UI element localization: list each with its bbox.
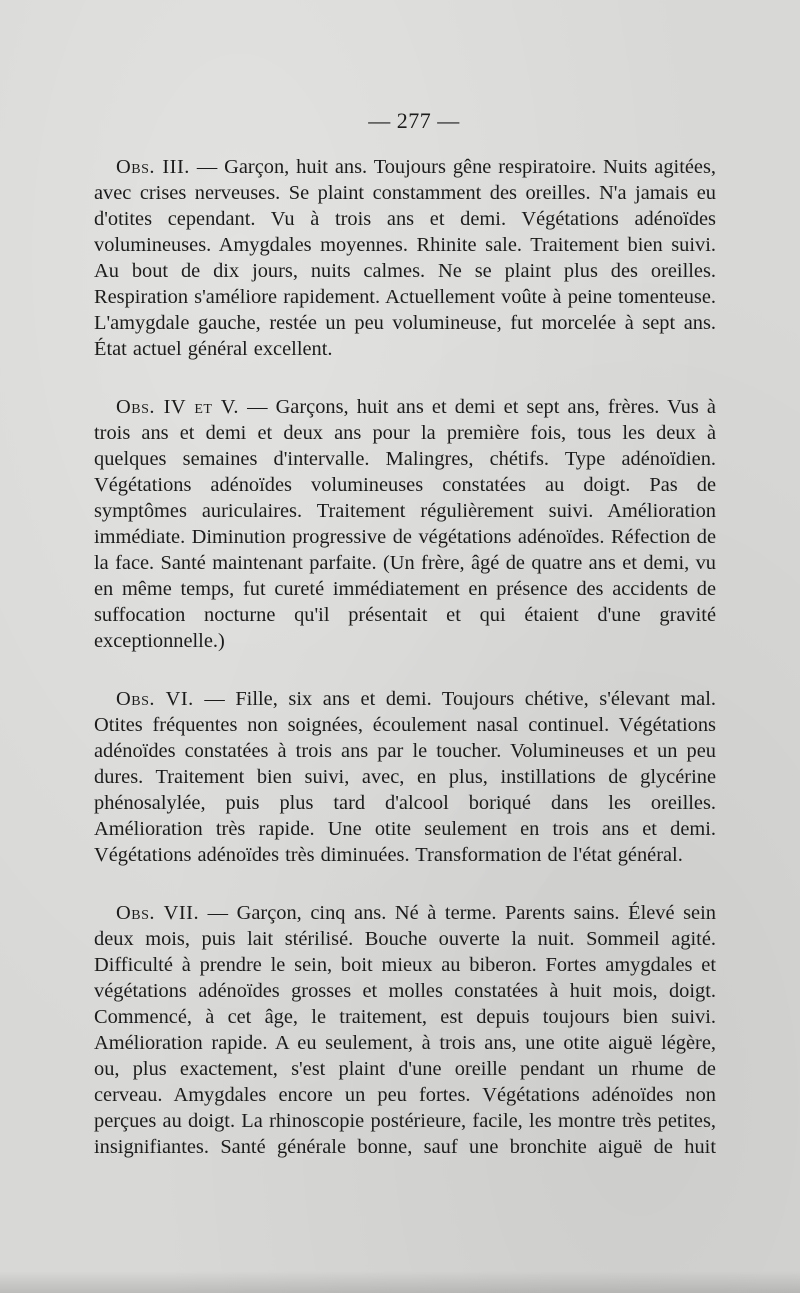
observation-text: — Garçon, cinq ans. Né à terme. Parents sains. Élevé sein deux mois, puis lait stérilisé. Bouche ouverte la nuit. Sommeil agité. Difficulté à prendre le sein, boit mieux au biberon. Fortes amygdales et végétations adénoïdes grosses et molles constatées à huit mois, doigt. Commencé, à cet âge, le traitement, est depuis toujours bien suivi. Amélioration rapide. A eu seulement, à trois ans, une otite aiguë légère, ou, plus exactement, s'est plaint d'une oreille pendant un rhume de cerveau. Amygdales encore un peu fortes. Végétations adénoïdes non perçues au doigt. La rhinoscopie postérieure, facile, les montre très petites, insignifiantes. Santé générale bonne, sauf une bronchite aiguë de huit xyxy=(94,902,716,1158)
scan-edge-shadow xyxy=(0,1271,800,1293)
book-page xyxy=(94,108,716,1192)
observation-text: — Fille, six ans et demi. Toujours chétive, s'élevant mal. Otites fréquentes non soignées, écoulement nasal continuel. Végétations adénoïdes constatées à trois ans par le toucher. Volumineuses et un peu dures. Traitement bien suivi, avec, en plus, instillations de glycérine phénosalylée, puis plus tard d'alcool boriqué dans les oreilles. Amélioration très rapide. Une otite seulement en trois ans et demi. Végétations adénoïdes très diminuées. Transformation de l'état général. xyxy=(94,688,716,866)
observation-label: Obs. VI. xyxy=(116,688,194,710)
page-number: — 277 — xyxy=(368,108,460,133)
observation-label: Obs. IV et V. xyxy=(116,396,239,418)
observation-label: Obs. III. xyxy=(116,156,190,178)
observation-paragraph xyxy=(94,394,716,654)
observation-text: — Garçons, huit ans et demi et sept ans, frères. Vus à trois ans et demi et deux ans pour la première fois, tous les deux à quelques semaines d'intervalle. Malingres, chétifs. Type adénoïdien. Végétations adénoïdes volumineuses constatées au doigt. Pas de symptômes auriculaires. Traitement régulièrement suivi. Amélioration immédiate. Diminution progressive de végétations adénoïdes. Réfection de la face. Santé maintenant parfaite. (Un frère, âgé de quatre ans et demi, vu en même temps, fut cureté immédiatement en présence des accidents de suffocation nocturne qu'il présentait et qui étaient d'une gravité exceptionnelle.) xyxy=(94,396,716,652)
observation-text: — Garçon, huit ans. Toujours gêne respiratoire. Nuits agitées, avec crises nerveuses. Se plaint constamment des oreilles. N'a jamais eu d'otites cependant. Vu à trois ans et demi. Végétations adénoïdes volumineuses. Amygdales moyennes. Rhinite sale. Traitement bien suivi. Au bout de dix jours, nuits calmes. Ne se plaint plus des oreilles. Respiration s'améliore rapidement. Actuellement voûte à peine tomenteuse. L'amygdale gauche, restée un peu volumineuse, fut morcelée à sept ans. État actuel général excellent. xyxy=(94,156,716,360)
observation-paragraph xyxy=(94,900,716,1160)
observation-label: Obs. VII. xyxy=(116,902,200,924)
observation-paragraph xyxy=(94,154,716,362)
observation-paragraph xyxy=(94,686,716,868)
